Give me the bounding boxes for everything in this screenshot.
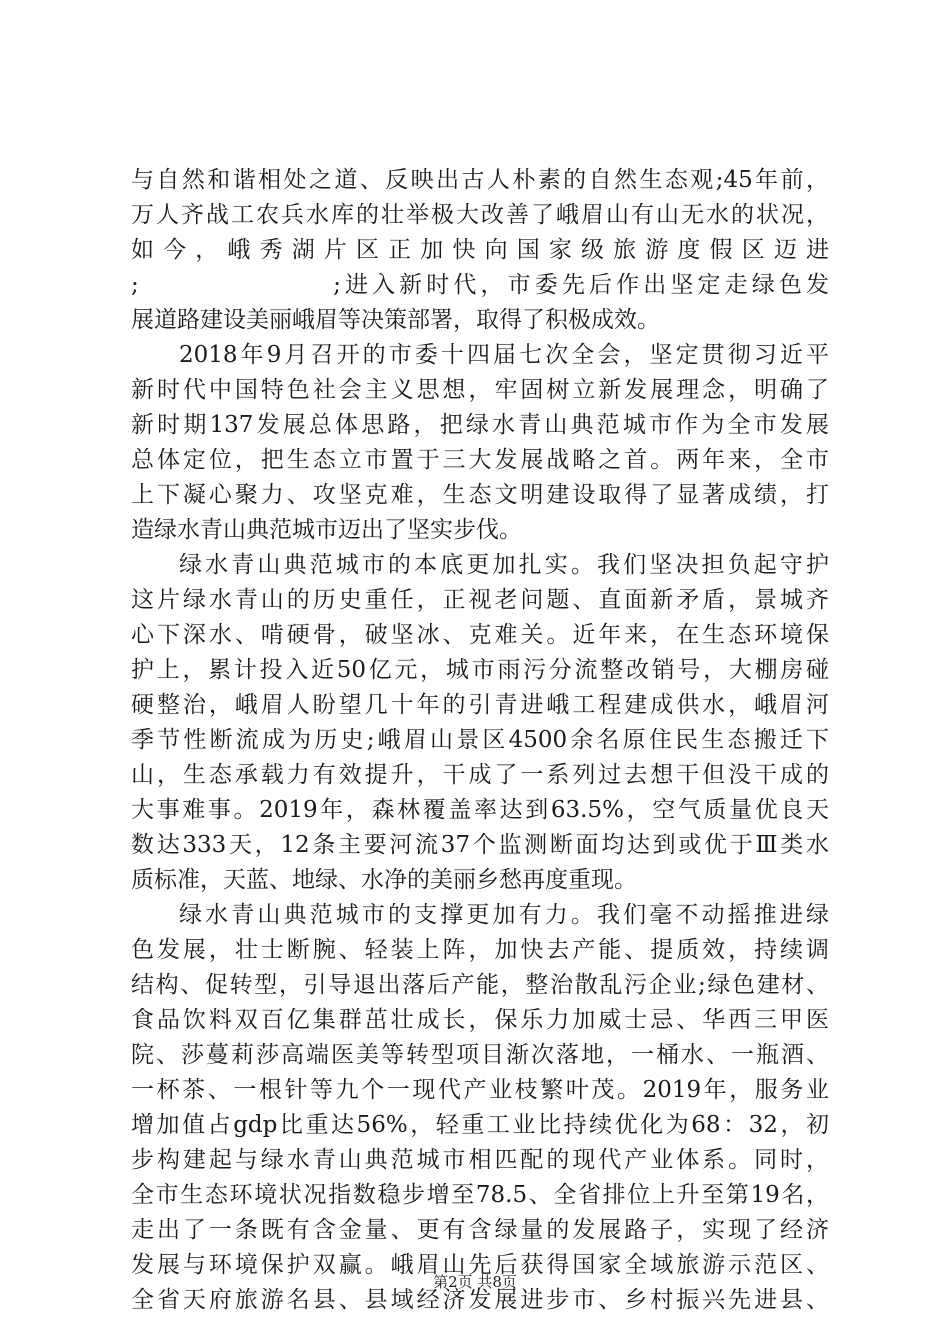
text-line: 心下深水、啃硬骨，破坚冰、克难关。近年来，在生态环境保	[131, 622, 829, 648]
text-line: 色发展，壮士断腕、轻装上阵，加快去产能、提质效，持续调	[131, 937, 829, 963]
text-line: 食品饮料双百亿集群茁壮成长，保乐力加威士忌、华西三甲医	[131, 1007, 829, 1033]
text-line: 总体定位，把生态立市置于三大发展战略之首。两年来，全市	[131, 447, 829, 473]
page-number-label: 第2页 共8页	[433, 1273, 517, 1291]
text-line: 新时代中国特色社会主义思想，牢固树立新发展理念，明确了	[131, 377, 829, 403]
text-line: 全省天府旅游名县、县域经济发展进步市、乡村振兴先进县、	[131, 1287, 829, 1313]
text-line: 大事难事。2019年，森林覆盖率达到63.5%，空气质量优良天	[131, 797, 829, 823]
text-line: 山，生态承载力有效提升，干成了一系列过去想干但没干成的	[131, 762, 829, 788]
text-line: 硬整治，峨眉人盼望几十年的引青进峨工程建成供水，峨眉河	[131, 692, 829, 718]
text-line: 万人齐战工农兵水库的壮举极大改善了峨眉山有山无水的状况，	[131, 202, 829, 228]
text-line: 新时期137发展总体思路，把绿水青山典范城市作为全市发展	[131, 412, 829, 438]
text-line: 季节性断流成为历史;峨眉山景区4500余名原住民生态搬迁下	[131, 727, 829, 753]
text-line: 院、莎蔓莉莎高端医美等转型项目渐次落地，一桶水、一瓶酒、	[131, 1042, 829, 1068]
text-line: ; ;进入新时代，市委先后作出坚定走绿色发	[131, 272, 829, 298]
text-line: 增加值占gdp比重达56%，轻重工业比持续优化为68：32，初	[131, 1112, 829, 1138]
text-line: 护上，累计投入近50亿元，城市雨污分流整改销号，大棚房碰	[131, 657, 829, 683]
text-line: 结构、促转型，引导退出落后产能，整治散乱污企业;绿色建材、	[131, 972, 829, 998]
text-line: 展道路建设美丽峨眉等决策部署，取得了积极成效。	[131, 307, 660, 333]
text-line: 质标准，天蓝、地绿、水净的美丽乡愁再度重现。	[131, 867, 637, 893]
text-line: 如 今 ， 峨 秀 湖 片 区 正 加 快 向 国 家 级 旅 游 度 假 区 迈 进	[131, 237, 829, 263]
text-line: 发展与环境保护双赢。峨眉山先后获得国家全域旅游示范区、	[131, 1252, 829, 1278]
text-line: 绿水青山典范城市的本底更加扎实。我们坚决担负起守护	[179, 552, 829, 578]
text-line: 全市生态环境状况指数稳步增至78.5、全省排位上升至第19名，	[131, 1182, 829, 1208]
text-line: 与自然和谐相处之道、反映出古人朴素的自然生态观;45年前，	[131, 167, 829, 193]
text-line: 走出了一条既有含金量、更有含绿量的发展路子，实现了经济	[131, 1217, 829, 1243]
text-line: 数达333天，12条主要河流37个监测断面均达到或优于Ⅲ类水	[131, 832, 829, 858]
text-line: 步构建起与绿水青山典范城市相匹配的现代产业体系。同时，	[131, 1147, 829, 1173]
page-footer	[0, 1272, 950, 1292]
text-line: 2018年9月召开的市委十四届七次全会，坚定贯彻习近平	[179, 342, 829, 368]
text-line: 一杯茶、一根针等九个一现代产业枝繁叶茂。2019年，服务业	[131, 1077, 829, 1103]
text-line: 造绿水青山典范城市迈出了坚实步伐。	[131, 517, 522, 543]
text-line: 这片绿水青山的历史重任，正视老问题、直面新矛盾，景城齐	[131, 587, 829, 613]
text-line: 上下凝心聚力、攻坚克难，生态文明建设取得了显著成绩，打	[131, 482, 829, 508]
text-line: 绿水青山典范城市的支撑更加有力。我们毫不动摇推进绿	[179, 902, 829, 928]
document-body	[131, 163, 829, 1318]
